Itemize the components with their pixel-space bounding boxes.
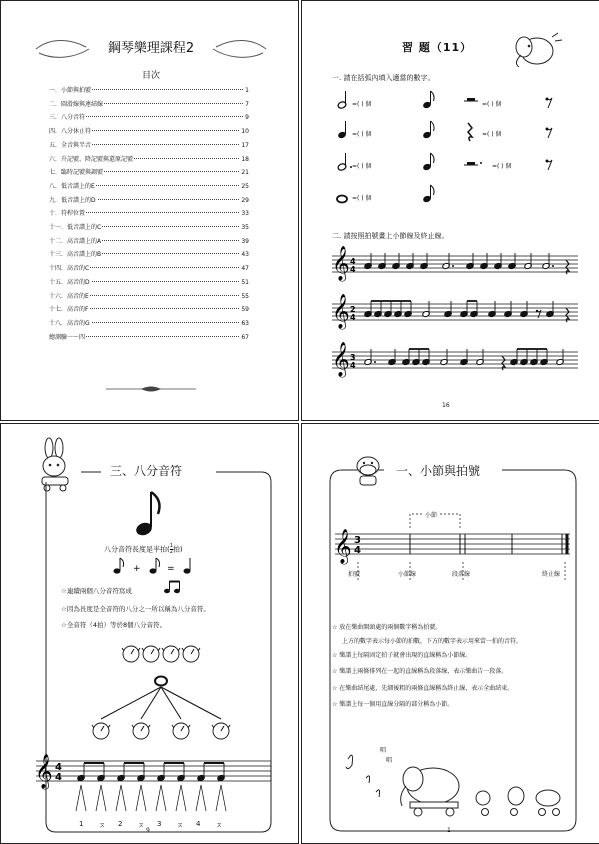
footer-ornament <box>101 384 201 394</box>
exercise-staves[interactable] <box>330 246 580 386</box>
singing-mark-1: 唱 <box>380 747 387 754</box>
toc-entry-label: 八．低音譜上的E <box>49 182 95 190</box>
toc-entry-page: 7 <box>245 100 249 108</box>
count-label: ㄡ <box>215 821 223 829</box>
bars-note-3: ☆ 樂譜上每隔固定拍子就會出現的直線稱為小節線。 <box>332 652 472 659</box>
bars-title: 一、小節與拍號 <box>392 462 484 479</box>
bird-icon <box>476 791 490 805</box>
fraction-denominator: 2 <box>169 549 173 555</box>
whole-note-icon <box>155 677 167 686</box>
count-label: 3 <box>157 820 162 828</box>
count-label: 2 <box>118 820 123 828</box>
time-signature-bottom: 4 <box>350 361 356 370</box>
toc-entry-label: 三．八分音符 <box>49 114 86 122</box>
toc-entry[interactable] <box>49 237 249 246</box>
blank-3[interactable]: =( ) 個 <box>352 131 372 138</box>
toc-subtitle: 目次 <box>141 71 160 81</box>
singing-mark-2: 唱 <box>386 757 393 764</box>
toc-entry-label: 十五．高音的D <box>49 278 90 286</box>
blank-5[interactable]: =( ) 個 <box>352 163 372 170</box>
quarter-rest-icon <box>468 123 472 141</box>
staff-4-4 <box>332 246 578 282</box>
quarter-note-icon <box>337 121 347 139</box>
label-time-signature: 拍號 <box>348 571 361 578</box>
toc-entry[interactable] <box>49 196 249 205</box>
question-1: 一. 請在括弧內填入適當的數字。 <box>332 74 435 82</box>
treble-clef-icon: 𝄞 <box>332 342 350 377</box>
exercise-title: 習 題（11） <box>402 41 473 54</box>
staff-2-4 <box>332 294 578 330</box>
toc-page <box>0 0 299 421</box>
page-number: 9 <box>146 827 150 834</box>
exercise-page <box>301 0 599 421</box>
toc-entry-label: 十．符桿位置 <box>49 210 86 218</box>
toc-entry[interactable] <box>49 113 249 122</box>
toc-entry-page: 59 <box>241 306 249 314</box>
toc-entry[interactable] <box>49 250 249 259</box>
toc-entry[interactable] <box>49 305 249 314</box>
label-section-line: 段落線 <box>452 571 471 578</box>
toc-entry-label: 十三．高音譜上的B <box>49 251 102 259</box>
big-eighth-note-icon <box>131 489 171 539</box>
blank-4[interactable]: =( ) 個 <box>482 131 502 138</box>
toc-entry-page: 43 <box>241 251 249 259</box>
time-signature-bottom: 4 <box>350 265 356 274</box>
count-label: 1 <box>79 820 84 828</box>
eighth-rest-icon <box>537 310 541 318</box>
eighth-note-page <box>0 423 299 844</box>
elephant-icon <box>507 29 567 69</box>
toc-entry-page: 10 <box>241 128 249 136</box>
treble-clef-icon: 𝄞 <box>35 754 53 789</box>
hippo-icon <box>350 452 386 488</box>
time-signature-bottom: 4 <box>55 772 62 783</box>
time-signature-top: 3 <box>350 353 356 362</box>
label-end-line: 終止線 <box>542 571 561 578</box>
toc-entry-page: 21 <box>241 169 249 177</box>
blank-6[interactable]: =( ) 個 <box>492 163 512 170</box>
eighth-note-2: ☆因為長度是全音符的八分之一所以稱為八分音符。 <box>61 605 210 613</box>
svg-text:=: = <box>167 564 175 574</box>
time-signature-bottom: 4 <box>350 313 356 322</box>
half-note-icon <box>337 91 347 109</box>
equation-eighth-plus-eighth <box>111 556 201 576</box>
animal-parade-illustration <box>338 734 573 824</box>
music-note-doodle <box>346 755 353 768</box>
clock-icons-top <box>122 646 200 662</box>
count-label: ㄡ <box>137 821 145 829</box>
toc-entry-label: 九．低音譜上的D <box>49 196 96 204</box>
eighth-title: 三、八分音符 <box>106 462 186 479</box>
toc-entry-page: 47 <box>241 265 249 273</box>
toc-entry-page: 33 <box>241 210 249 218</box>
toc-entry[interactable] <box>49 292 249 301</box>
toc-title: 鋼琴樂理課程2 <box>107 41 195 56</box>
bars-page <box>301 423 599 844</box>
fraction-numerator: 1 <box>169 543 173 549</box>
toc-entry[interactable] <box>49 168 249 177</box>
eighth-rest-icon <box>546 128 553 139</box>
count-label: ㄡ <box>98 821 106 829</box>
eighth-note-icon <box>422 185 434 203</box>
toc-entry-page: 17 <box>241 141 249 149</box>
label-barline: 小節線 <box>398 571 417 578</box>
clock-icons-middle <box>92 723 230 739</box>
toc-entry-label: 十四．高音的C <box>49 265 90 273</box>
treble-clef-icon: 𝄞 <box>332 246 350 281</box>
caption-text: 八分音符長度是半拍 <box>104 545 167 554</box>
toc-entry[interactable] <box>49 86 249 95</box>
toc-entry-label: 六．升記號、降記號與還原記號 <box>49 155 134 163</box>
label-measure: 小節 <box>425 512 438 519</box>
rabbit-icon <box>508 787 524 805</box>
page-number: 1 <box>447 827 451 834</box>
caption-paren: ( <box>167 545 170 554</box>
whole-note-icon <box>337 196 347 203</box>
time-signature-top: 2 <box>350 305 356 314</box>
toc-entry-page: 25 <box>241 182 249 190</box>
whole-to-eighths-diagram <box>31 639 276 819</box>
toc-entry-page: 55 <box>241 292 249 300</box>
count-label: 4 <box>196 820 201 828</box>
toc-entry-label: 總測驗一～四 <box>49 333 86 341</box>
toc-entry-label: 十七．高音的F <box>49 306 89 314</box>
toc-entry-page: 63 <box>241 319 249 327</box>
eighth-caption <box>104 544 183 555</box>
blank-2[interactable]: =( ) 個 <box>482 101 502 108</box>
eighth-rest-icon <box>546 160 553 171</box>
toc-entry[interactable] <box>49 319 249 328</box>
bars-note-2: 上方的數字表示每小節的拍數，下方的數字表示用來當一拍的音符。 <box>342 638 523 645</box>
count-label: ㄡ <box>176 821 184 829</box>
toc-entry-label: 二．圓滑線與連結線 <box>49 100 104 108</box>
eighth-note-icon <box>422 91 434 109</box>
hippo-icon <box>536 790 560 806</box>
toc-entry[interactable] <box>49 182 249 191</box>
bars-note-5: ☆ 在樂曲結尾處，先細後粗的兩條直線稱為終止線，表示全曲結束。 <box>332 685 514 692</box>
toc-entry-label: 十一．低音譜上的C <box>49 224 102 231</box>
svg-text:+: + <box>133 564 141 574</box>
toc-entry-page: 35 <box>241 224 249 231</box>
dotted-half-rest-icon <box>464 162 482 165</box>
half-rest-icon <box>464 98 478 101</box>
toc-entry-page: 29 <box>241 196 249 204</box>
eighth-note-icon <box>422 153 434 171</box>
toc-entry-label: 五．全音與半音 <box>49 141 92 149</box>
toc-entry-label: 十六．高音的E <box>49 292 89 300</box>
time-signature-bottom: 4 <box>354 545 361 556</box>
toc-entry[interactable] <box>49 278 249 287</box>
blank-7[interactable]: =( ) 個 <box>352 195 372 202</box>
toc-entry-page: 67 <box>241 333 249 341</box>
eighth-note-1: ☆連續兩個八分音符寫成 <box>61 587 132 595</box>
dotted-half-note-icon <box>337 153 352 171</box>
toc-entry-label: 十二．高音譜上的A <box>49 237 102 245</box>
toc-entry-label: 十八．高音的G <box>49 319 90 327</box>
time-signature-top: 4 <box>350 257 356 266</box>
toc-entry-page: 9 <box>245 114 249 122</box>
toc-entry[interactable] <box>49 264 249 273</box>
toc-entry-label: 四．八分休止符 <box>49 128 92 136</box>
toc-entry[interactable] <box>49 127 249 136</box>
eighth-note-icon <box>422 121 434 139</box>
beamed-eighths-icon <box>163 580 183 594</box>
eighth-note-3: ☆全音符（4拍）等於8個八分音符。 <box>61 621 167 629</box>
blank-1[interactable]: =( ) 個 <box>352 101 372 108</box>
treble-clef-icon: 𝄞 <box>334 529 352 564</box>
toc-entry[interactable] <box>49 333 249 342</box>
bars-note-4: ☆ 樂譜上兩條排列在一起的直線稱為段落線，表示樂曲告一段落。 <box>332 668 508 675</box>
caption-unit: 拍) <box>172 545 183 554</box>
toc-entry[interactable] <box>49 100 249 109</box>
toc-entry-label: 七．臨時記號與調號 <box>49 169 104 177</box>
bars-note-1: ☆ 放在樂曲開頭處的兩個數字稱為拍號。 <box>332 624 442 631</box>
toc-entry-page: 51 <box>241 278 249 286</box>
toc-entry-page: 1 <box>245 87 249 94</box>
time-signature-top: 4 <box>55 762 62 773</box>
toc-entry-page: 18 <box>241 155 249 163</box>
eighth-rest-icon <box>546 98 553 109</box>
staff-3-4 <box>332 342 578 378</box>
time-signature-top: 3 <box>354 535 361 546</box>
toc-entry[interactable] <box>49 141 249 150</box>
treble-clef-icon: 𝄞 <box>332 294 350 329</box>
page-number: 16 <box>442 402 450 409</box>
toc-entry[interactable] <box>49 155 249 164</box>
toc-entry-page: 39 <box>241 237 249 245</box>
eighth-staff <box>35 754 271 811</box>
toc-entry-label: 一．小節與拍號 <box>49 87 92 94</box>
bars-note-6: ☆ 樂譜上每一個用直線分隔的部分稱為小節。 <box>332 701 454 708</box>
toc-entry[interactable] <box>49 223 249 232</box>
measure-diagram <box>330 504 575 614</box>
question-2: 二. 請按照拍號畫上小節線及終止線。 <box>332 232 449 240</box>
toc-entry[interactable] <box>49 209 249 218</box>
